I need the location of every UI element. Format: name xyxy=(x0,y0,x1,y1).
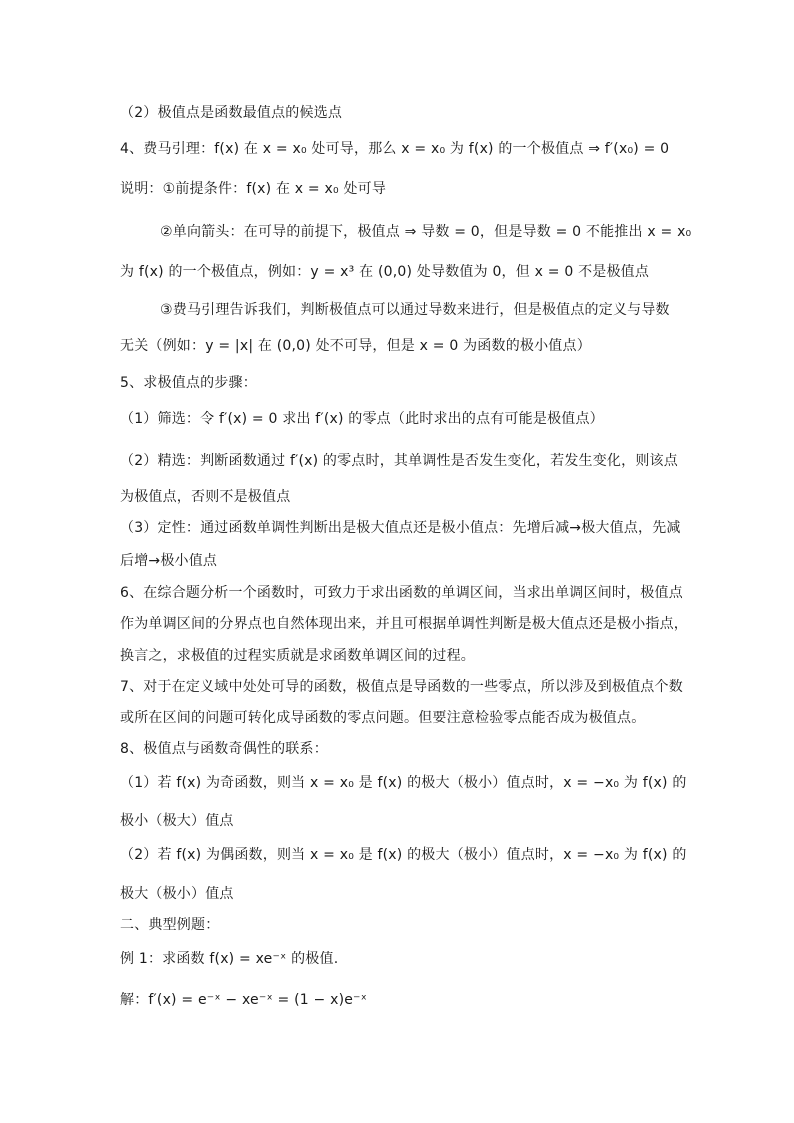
example-title: 例 1：求函数 f(x) = xe⁻ˣ 的极值. xyxy=(120,951,339,967)
text-line: 为 f(x) 的一个极值点，例如：y = x³ 在 (0,0) 处导数值为 0，但 x = 0 不是极值点 xyxy=(120,264,650,280)
text-line: 后增→极小值点 xyxy=(120,553,218,569)
text-line: 作为单调区间的分界点也自然体现出来，并且可根据单调性判断是极大值点还是极小指点， xyxy=(120,616,688,632)
section-heading: 5、求极值点的步骤： xyxy=(120,375,257,391)
text-line: （2）极值点是函数最值点的候选点 xyxy=(120,105,343,121)
text-line: （2）精选：判断函数通过 f′(x) 的零点时，其单调性是否发生变化，若发生变化，则该点 xyxy=(120,453,678,469)
text-line: 或所在区间的问题可转化成导函数的零点问题。但要注意检验零点能否成为极值点。 xyxy=(120,710,646,726)
text-line: ③费马引理告诉我们，判断极值点可以通过导数来进行，但是极值点的定义与导数 xyxy=(160,302,670,318)
text-line: 为极值点，否则不是极值点 xyxy=(120,489,291,505)
text-line: 换言之，求极值的过程实质就是求函数单调区间的过程。 xyxy=(120,648,475,664)
text-line: 无关（例如：y = |x| 在 (0,0) 处不可导，但是 x = 0 为函数的极小值点） xyxy=(120,338,591,354)
text-line: 7、对于在定义域中处处可导的函数，极值点是导函数的一些零点，所以涉及到极值点个数 xyxy=(120,679,683,695)
text-line: 6、在综合题分析一个函数时，可致力于求出函数的单调区间，当求出单调区间时，极值点 xyxy=(120,585,683,601)
text-line: 极小（极大）值点 xyxy=(120,813,234,829)
section-heading: 二、典型例题： xyxy=(120,917,220,933)
text-line: 说明：①前提条件：f(x) 在 x = x₀ 处可导 xyxy=(120,181,387,197)
text-line: 4、费马引理：f(x) 在 x = x₀ 处可导，那么 x = x₀ 为 f(x) 的一个极值点 ⇒ f′(x₀) = 0 xyxy=(120,141,670,157)
text-line: （1）若 f(x) 为奇函数，则当 x = x₀ 是 f(x) 的极大（极小）值点时，x = −x₀ 为 f(x) 的 xyxy=(120,775,687,791)
text-line: （1）筛选：令 f′(x) = 0 求出 f′(x) 的零点（此时求出的点有可能是极值点） xyxy=(120,411,604,427)
text-line: （2）若 f(x) 为偶函数，则当 x = x₀ 是 f(x) 的极大（极小）值点时，x = −x₀ 为 f(x) 的 xyxy=(120,847,687,863)
text-line: （3）定性：通过函数单调性判断出是极大值点还是极小值点：先增后减→极大值点，先减 xyxy=(120,520,681,536)
text-line: 极大（极小）值点 xyxy=(120,886,234,902)
text-line: ②单向箭头：在可导的前提下，极值点 ⇒ 导数 = 0，但是导数 = 0 不能推出 x = x₀ xyxy=(160,224,692,240)
section-heading: 8、极值点与函数奇偶性的联系： xyxy=(120,741,328,757)
solution-line: 解：f′(x) = e⁻ˣ − xe⁻ˣ = (1 − x)e⁻ˣ xyxy=(120,992,368,1008)
